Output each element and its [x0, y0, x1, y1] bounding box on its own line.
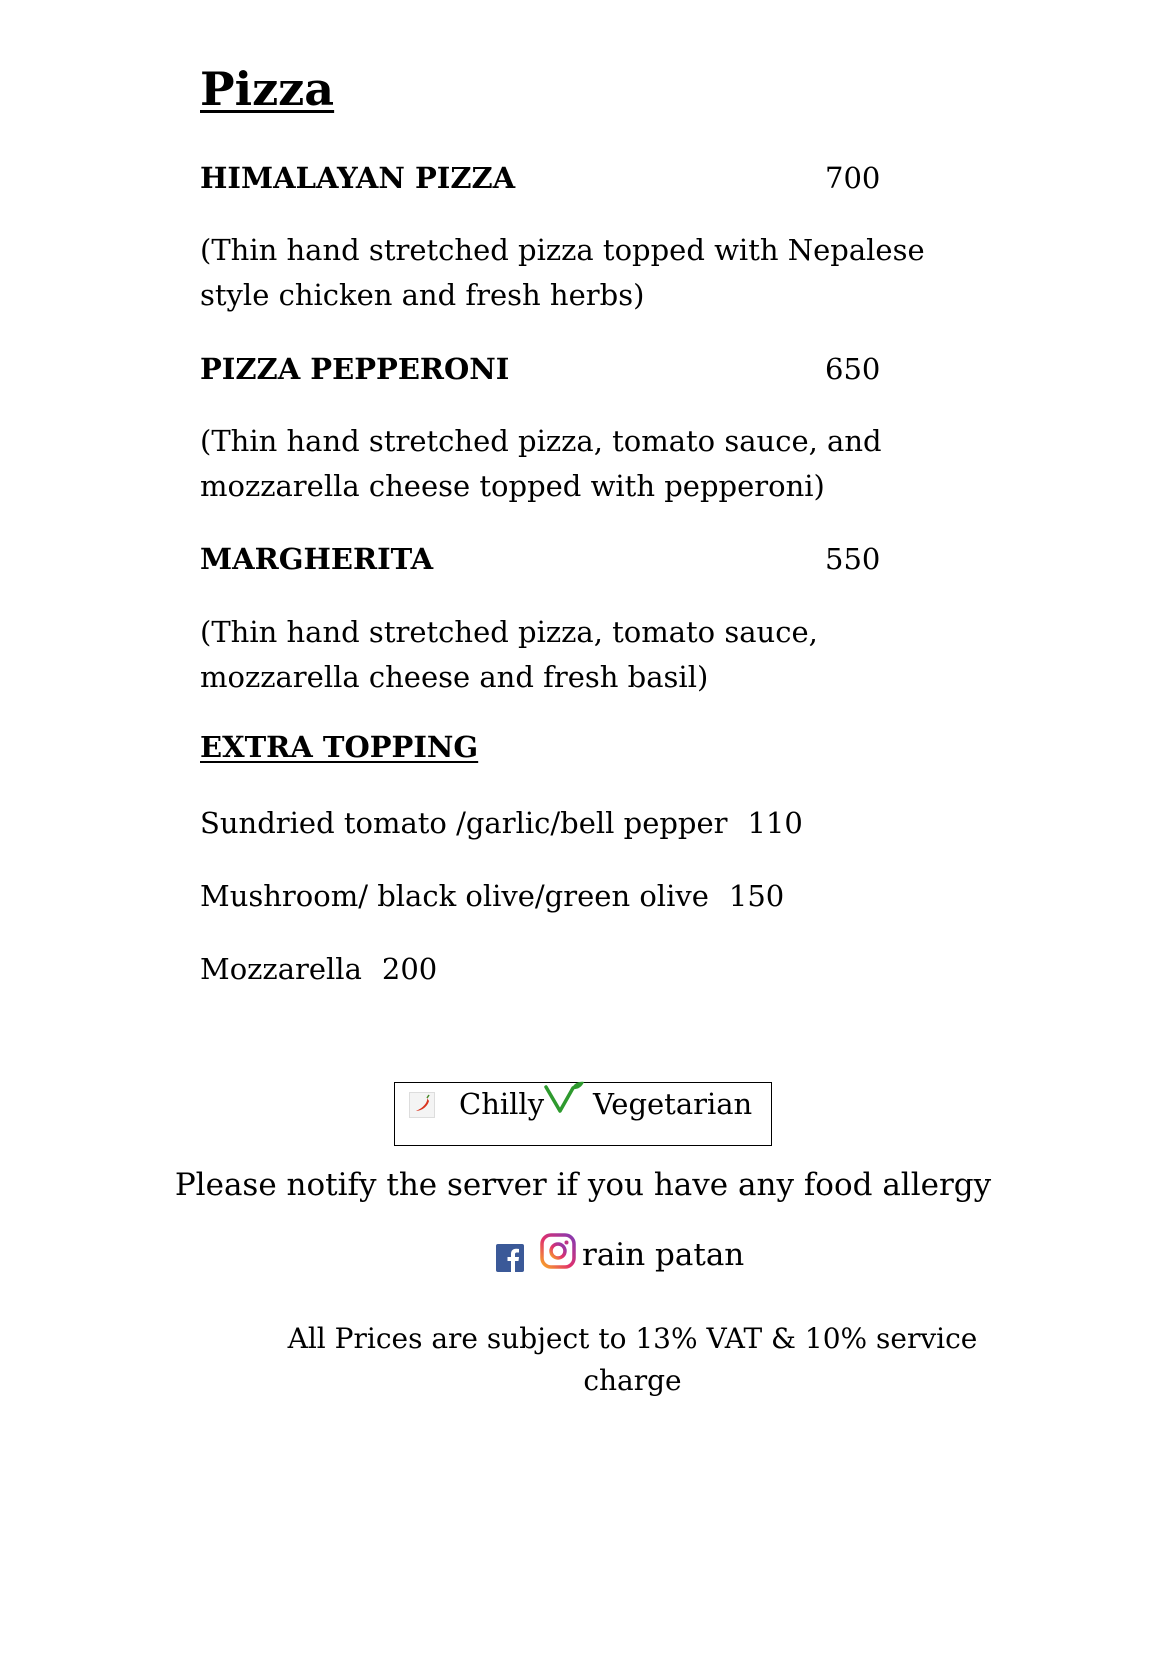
social-handle: rain patan [582, 1237, 745, 1273]
topping-row [200, 806, 803, 840]
vat-notice: All Prices are subject to 13% VAT & 10% service charge [287, 1322, 978, 1397]
item-price-himalayan-pizza: 700 [825, 161, 881, 195]
extra-topping-heading: EXTRA TOPPING [200, 730, 479, 764]
topping-price: 110 [747, 806, 803, 840]
facebook-icon [496, 1244, 524, 1272]
item-description-himalayan-pizza: (Thin hand stretched pizza topped with Nepalese style chicken and fresh herbs) [200, 233, 925, 312]
chilly-label: Chilly [459, 1087, 545, 1121]
legend-box [394, 1082, 772, 1146]
item-name-margherita: MARGHERITA [200, 542, 434, 576]
item-description-pizza-pepperoni: (Thin hand stretched pizza, tomato sauce, and mozzarella cheese topped with pepperoni) [200, 424, 882, 503]
item-price-pizza-pepperoni: 650 [825, 352, 881, 386]
vegetarian-icon [543, 1081, 585, 1115]
topping-name: Mushroom/ black olive/green olive [200, 879, 709, 913]
page-title: Pizza [200, 62, 335, 116]
chilly-icon [409, 1092, 435, 1118]
allergy-notice: Please notify the server if you have any food allergy [174, 1167, 992, 1203]
topping-row [200, 879, 784, 913]
topping-price: 150 [728, 879, 785, 913]
topping-row [200, 952, 437, 986]
instagram-icon [540, 1233, 576, 1269]
topping-price: 200 [381, 952, 438, 986]
topping-name: Mozzarella [200, 952, 362, 986]
item-description-margherita: (Thin hand stretched pizza, tomato sauce, mozzarella cheese and fresh basil) [200, 615, 818, 694]
item-price-margherita: 550 [825, 542, 881, 576]
vegetarian-label: Vegetarian [593, 1087, 753, 1121]
item-name-himalayan-pizza: HIMALAYAN PIZZA [200, 161, 516, 195]
item-name-pizza-pepperoni: PIZZA PEPPERONI [200, 352, 510, 386]
topping-name: Sundried tomato /garlic/bell pepper [200, 806, 728, 840]
